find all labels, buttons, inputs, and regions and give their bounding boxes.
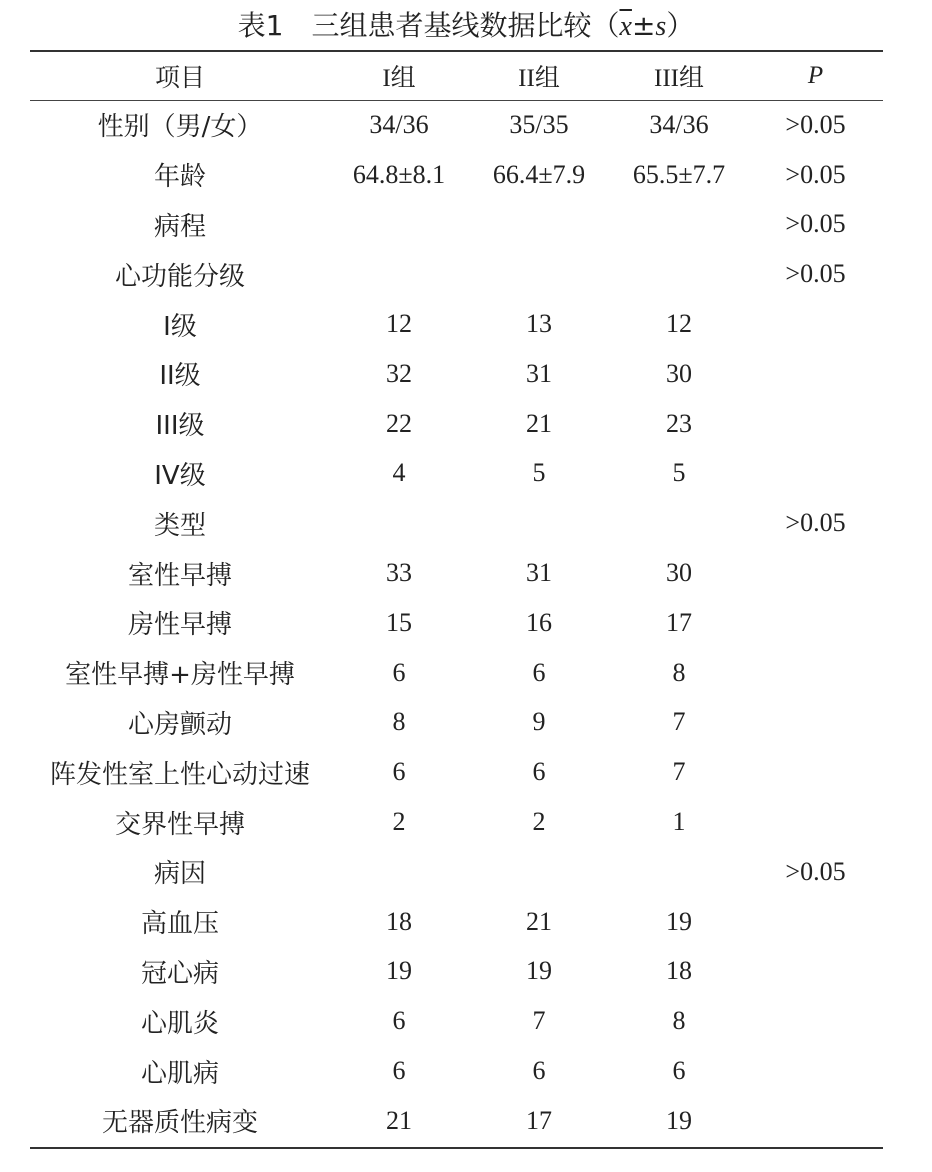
group-2-value: 13 — [526, 309, 552, 339]
p-value — [748, 299, 883, 349]
column-header-group-1: I组 — [382, 65, 416, 92]
group-3-value: 19 — [666, 906, 692, 936]
group-2-value: 2 — [532, 807, 546, 837]
p-value — [748, 548, 883, 598]
row-item-label: 心功能分级 — [114, 261, 245, 292]
group-3-value: 1 — [672, 807, 686, 837]
row-item-label: 交界性早搏 — [114, 809, 245, 840]
group-2-value: 6 — [532, 757, 546, 787]
group-1-value — [330, 498, 468, 548]
group-3-value: 34/36 — [649, 109, 709, 139]
table-row — [30, 150, 883, 200]
column-header-p-value: P — [807, 62, 824, 89]
group-3-value: 23 — [666, 408, 692, 438]
group-2-value: 19 — [526, 956, 552, 986]
row-item-label: 室性早搏 — [127, 560, 232, 591]
table-row — [30, 349, 883, 399]
table-row — [30, 399, 883, 449]
row-item-label: I级 — [163, 311, 197, 342]
group-1-value: 18 — [386, 906, 412, 936]
table-row — [30, 200, 883, 250]
group-3-value: 8 — [672, 1006, 686, 1036]
group-1-value: 4 — [392, 458, 406, 488]
row-item-label: 房性早搏 — [127, 610, 232, 641]
p-value: >0.05 — [785, 259, 846, 289]
p-value — [748, 449, 883, 499]
group-1-value — [330, 847, 468, 897]
s-symbol: s — [655, 11, 667, 42]
group-3-value — [610, 498, 748, 548]
group-3-value: 18 — [666, 956, 692, 986]
column-header-item: 项目 — [154, 63, 205, 92]
row-item-label: 无器质性病变 — [101, 1108, 258, 1139]
p-value — [748, 598, 883, 648]
row-item-label: 高血压 — [140, 909, 219, 940]
group-2-value — [468, 200, 610, 250]
column-header-group-2: II组 — [518, 65, 560, 92]
group-2-value — [468, 498, 610, 548]
table-body — [30, 100, 883, 1146]
group-2-value: 21 — [526, 906, 552, 936]
p-value: >0.05 — [785, 159, 846, 189]
group-3-value: 6 — [672, 1056, 686, 1086]
group-1-value: 21 — [386, 1105, 412, 1135]
group-1-value: 12 — [386, 309, 412, 339]
p-value — [748, 747, 883, 797]
group-2-value: 5 — [532, 458, 546, 488]
group-1-value: 8 — [392, 707, 406, 737]
column-header-group-3: III组 — [654, 65, 704, 92]
table-row — [30, 797, 883, 847]
group-1-value — [330, 200, 468, 250]
group-3-value: 5 — [672, 458, 686, 488]
p-value — [748, 698, 883, 748]
group-1-value — [330, 249, 468, 299]
group-3-value: 7 — [672, 707, 686, 737]
group-2-value: 7 — [532, 1006, 546, 1036]
group-1-value: 64.8±8.1 — [352, 159, 446, 189]
table-row — [30, 947, 883, 997]
plus-minus-symbol: ± — [631, 9, 656, 42]
p-value — [748, 897, 883, 947]
row-item-label: 心肌炎 — [140, 1008, 219, 1039]
group-3-value — [610, 249, 748, 299]
row-item-label: 病程 — [153, 211, 206, 242]
group-1-value: 22 — [386, 408, 412, 438]
table-row — [30, 1046, 883, 1096]
p-value — [748, 947, 883, 997]
group-3-value: 17 — [666, 607, 692, 637]
group-2-value: 6 — [532, 1056, 546, 1086]
row-item-label: III级 — [155, 411, 205, 442]
group-3-value: 19 — [666, 1105, 692, 1135]
row-item-label: IV级 — [154, 460, 206, 491]
group-2-value: 35/35 — [509, 109, 569, 139]
row-item-label: 心肌病 — [140, 1058, 219, 1089]
row-item-label: 阵发性室上性心动过速 — [49, 759, 310, 790]
table-row — [30, 747, 883, 797]
table-row — [30, 548, 883, 598]
group-3-value: 8 — [672, 657, 686, 687]
table-row — [30, 648, 883, 698]
row-item-label: 冠心病 — [140, 958, 219, 989]
p-value: >0.05 — [785, 109, 846, 139]
p-value — [748, 996, 883, 1046]
group-2-value: 21 — [526, 408, 552, 438]
p-value — [748, 1046, 883, 1096]
group-3-value: 12 — [666, 309, 692, 339]
row-item-label: 年龄 — [153, 162, 206, 193]
table-row — [30, 299, 883, 349]
table-row — [30, 598, 883, 648]
group-1-value: 15 — [386, 607, 412, 637]
group-2-value: 6 — [532, 657, 546, 687]
group-1-value: 2 — [392, 807, 406, 837]
x-bar-symbol: $\overline{x}$ — [619, 11, 632, 42]
row-item-label: 心房颤动 — [127, 709, 232, 740]
p-value — [748, 648, 883, 698]
table-row — [30, 498, 883, 548]
group-2-value: 16 — [526, 607, 552, 637]
group-2-value: 66.4±7.9 — [492, 159, 586, 189]
group-3-value: 30 — [666, 558, 692, 588]
table-row — [30, 249, 883, 299]
baseline-data-table — [30, 52, 883, 1146]
group-1-value: 19 — [386, 956, 412, 986]
title-close-paren: ） — [666, 9, 695, 42]
table-bottom-rule — [30, 1147, 883, 1149]
p-value: >0.05 — [785, 508, 846, 538]
group-3-value — [610, 200, 748, 250]
group-1-value: 6 — [392, 1056, 406, 1086]
table-title — [0, 4, 932, 49]
row-item-label: 性别（男/女） — [97, 112, 263, 143]
group-2-value: 31 — [526, 558, 552, 588]
row-item-label: II级 — [159, 361, 201, 392]
table-row — [30, 100, 883, 150]
group-2-value: 17 — [526, 1105, 552, 1135]
p-value: >0.05 — [785, 209, 846, 239]
table-row — [30, 897, 883, 947]
table-row — [30, 996, 883, 1046]
row-item-label: 病因 — [153, 859, 206, 890]
table-row — [30, 698, 883, 748]
group-2-value: 9 — [532, 707, 546, 737]
table-title-label: 表1 三组患者基线数据比较（ — [237, 9, 620, 42]
row-item-label: 类型 — [153, 510, 206, 541]
group-2-value — [468, 249, 610, 299]
group-1-value: 6 — [392, 1006, 406, 1036]
group-3-value: 65.5±7.7 — [632, 159, 726, 189]
table-row — [30, 449, 883, 499]
group-2-value — [468, 847, 610, 897]
group-3-value: 30 — [666, 358, 692, 388]
group-3-value — [610, 847, 748, 897]
p-value: >0.05 — [785, 856, 846, 886]
p-value — [748, 797, 883, 847]
table-row — [30, 847, 883, 897]
group-1-value: 6 — [392, 757, 406, 787]
group-1-value: 6 — [392, 657, 406, 687]
table-header-row — [30, 52, 883, 100]
group-1-value: 34/36 — [369, 109, 429, 139]
table-row — [30, 1096, 883, 1146]
group-3-value: 7 — [672, 757, 686, 787]
row-item-label: 室性早搏+房性早搏 — [65, 660, 295, 691]
p-value — [748, 349, 883, 399]
group-2-value: 31 — [526, 358, 552, 388]
p-value — [748, 1096, 883, 1146]
group-1-value: 33 — [386, 558, 412, 588]
group-1-value: 32 — [386, 358, 412, 388]
p-value — [748, 399, 883, 449]
